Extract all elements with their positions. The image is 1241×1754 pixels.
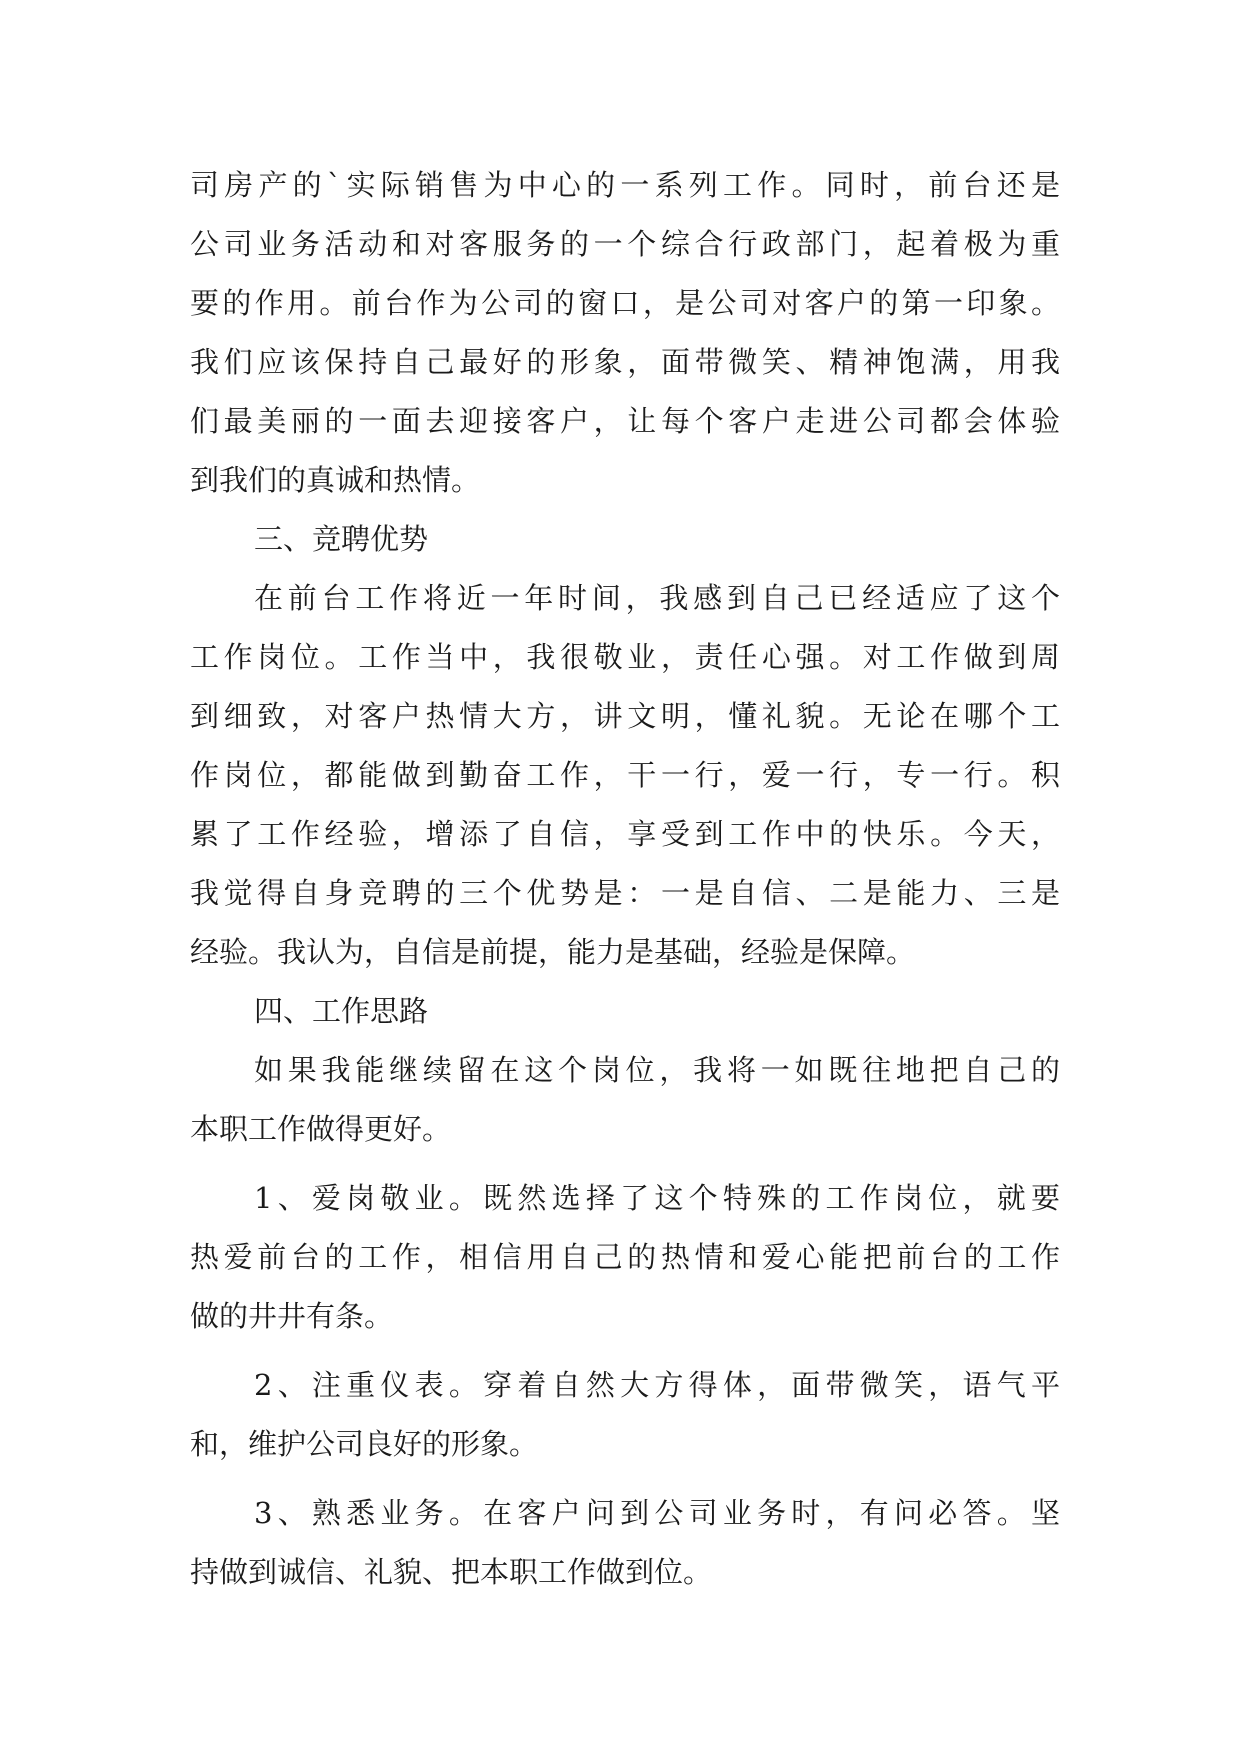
text-line: 工作岗位。工作当中，我很敬业，责任心强。对工作做到周 bbox=[190, 640, 1060, 674]
text-line: 我觉得自身竞聘的三个优势是：一是自信、二是能力、三是 bbox=[190, 876, 1060, 910]
text-line: 到细致，对客户热情大方，讲文明，懂礼貌。无论在哪个工 bbox=[190, 699, 1060, 733]
text-line: 三、竞聘优势 bbox=[254, 522, 429, 556]
text-line: 和，维护公司良好的形象。 bbox=[190, 1427, 539, 1461]
text-line: 3、熟悉业务。在客户问到公司业务时，有问必答。坚 bbox=[254, 1496, 1060, 1530]
text-line: 我们应该保持自己最好的形象，面带微笑、精神饱满，用我 bbox=[190, 345, 1060, 379]
text-line: 在前台工作将近一年时间，我感到自己已经适应了这个 bbox=[254, 581, 1060, 615]
text-line: 到我们的真诚和热情。 bbox=[190, 463, 481, 497]
text-line: 作岗位，都能做到勤奋工作，干一行，爱一行，专一行。积 bbox=[190, 758, 1060, 792]
text-line: 们最美丽的一面去迎接客户，让每个客户走进公司都会体验 bbox=[190, 404, 1060, 438]
text-line: 要的作用。前台作为公司的窗口，是公司对客户的第一印象。 bbox=[190, 286, 1060, 320]
text-line: 热爱前台的工作，相信用自己的热情和爱心能把前台的工作 bbox=[190, 1240, 1060, 1274]
paragraph-gap bbox=[190, 1346, 1060, 1356]
text-line: 持做到诚信、礼貌、把本职工作做到位。 bbox=[190, 1555, 713, 1589]
text-line: 本职工作做得更好。 bbox=[190, 1112, 452, 1146]
text-line: 1、爱岗敬业。既然选择了这个特殊的工作岗位，就要 bbox=[254, 1181, 1060, 1215]
text-line: 如果我能继续留在这个岗位，我将一如既往地把自己的 bbox=[254, 1053, 1060, 1087]
text-line: 经验。我认为，自信是前提，能力是基础，经验是保障。 bbox=[190, 935, 916, 969]
text-line: 累了工作经验，增添了自信，享受到工作中的快乐。今天， bbox=[190, 817, 1060, 851]
paragraph-gap bbox=[190, 1474, 1060, 1484]
paragraph-gap bbox=[190, 1159, 1060, 1169]
text-line: 四、工作思路 bbox=[254, 994, 429, 1028]
text-line: 司房产的`实际销售为中心的一系列工作。同时，前台还是 bbox=[190, 168, 1060, 202]
document-body bbox=[190, 156, 1060, 1602]
text-line: 做的井井有条。 bbox=[190, 1299, 394, 1333]
text-line: 公司业务活动和对客服务的一个综合行政部门，起着极为重 bbox=[190, 227, 1060, 261]
text-line: 2、注重仪表。穿着自然大方得体，面带微笑，语气平 bbox=[254, 1368, 1060, 1402]
